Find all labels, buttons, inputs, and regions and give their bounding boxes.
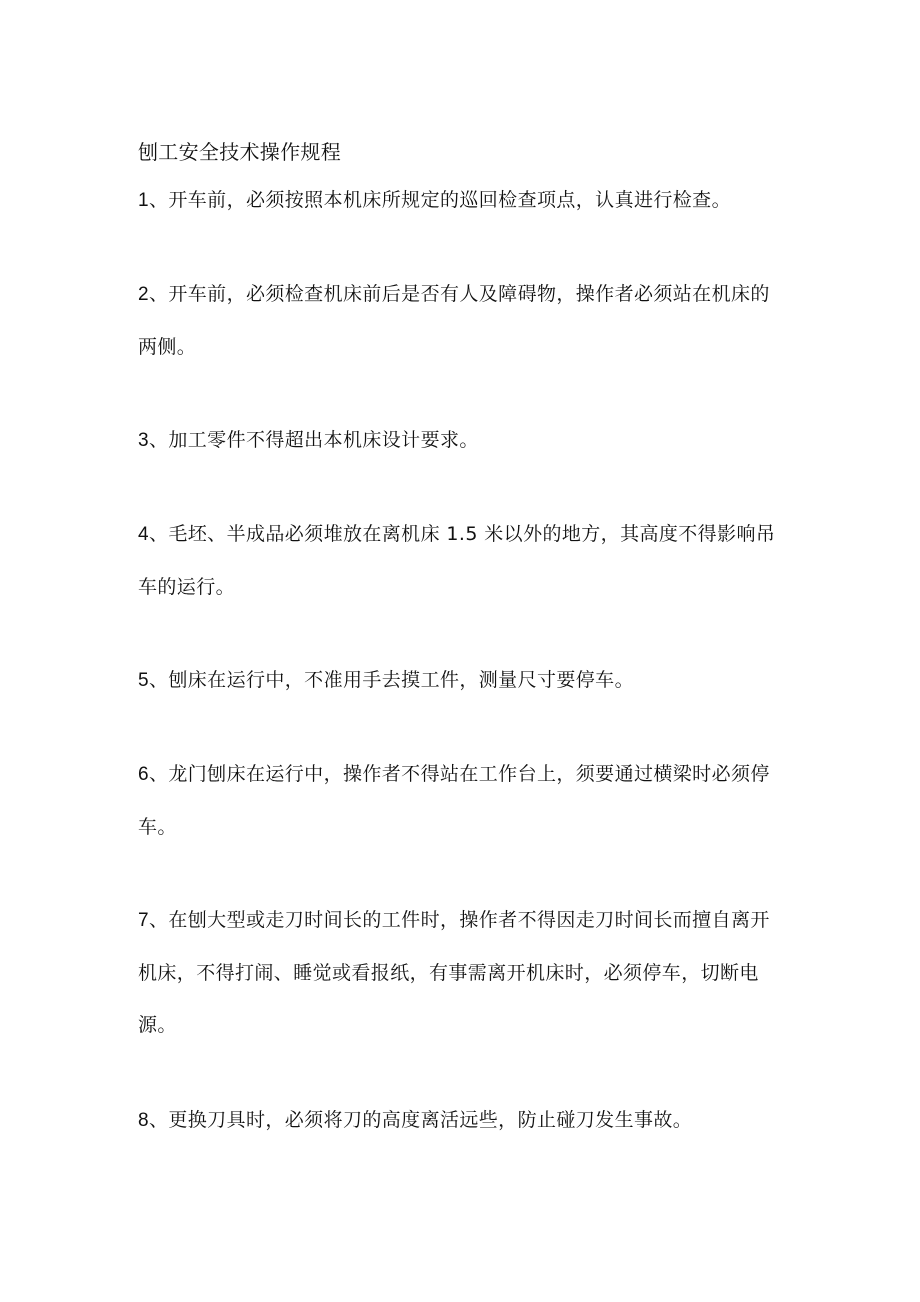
rule-number: 4: [138, 524, 149, 545]
rule-item-5: [138, 654, 788, 707]
rule-item-6: [138, 748, 788, 853]
rule-number: 8: [138, 1110, 149, 1131]
rule-item-8: [138, 1094, 788, 1147]
rule-text: 、更换刀具时，必须将刀的高度离活远些，防止碰刀发生事故。: [148, 1109, 693, 1131]
rule-text: 、开车前，必须检查机床前后是否有人及障碍物，操作者必须站在机床的两侧。: [138, 283, 770, 358]
rule-item-7: [138, 894, 788, 1051]
document-title: 刨工安全技术操作规程: [138, 140, 341, 164]
rule-item-3: [138, 414, 788, 467]
rule-text: 、在刨大型或走刀时间长的工件时，操作者不得因走刀时间长而擅自离开机床，不得打闹、睡觉或看报纸，有事需离开机床时，必须停车，切断电源。: [138, 909, 770, 1036]
rule-number: 2: [138, 284, 149, 305]
rule-number: 1: [138, 190, 149, 211]
rule-number: 5: [138, 670, 149, 691]
rule-text: 、加工零件不得超出本机床设计要求。: [148, 429, 479, 451]
rule-number: 3: [138, 430, 149, 451]
rule-text: 、开车前，必须按照本机床所规定的巡回检查项点，认真进行检查。: [148, 189, 731, 211]
rule-item-2: [138, 268, 788, 373]
rule-item-1: [138, 174, 788, 227]
rule-text: 、龙门刨床在运行中，操作者不得站在工作台上，须要通过横梁时必须停车。: [138, 763, 770, 838]
rule-text: 、刨床在运行中，不准用手去摸工件，测量尺寸要停车。: [148, 669, 634, 691]
rule-number: 6: [138, 764, 149, 785]
rule-item-4: [138, 508, 788, 613]
rule-number: 7: [138, 910, 149, 931]
rule-text: 、毛坯、半成品必须堆放在离机床 1.5 米以外的地方，其高度不得影响吊车的运行。: [138, 523, 776, 598]
